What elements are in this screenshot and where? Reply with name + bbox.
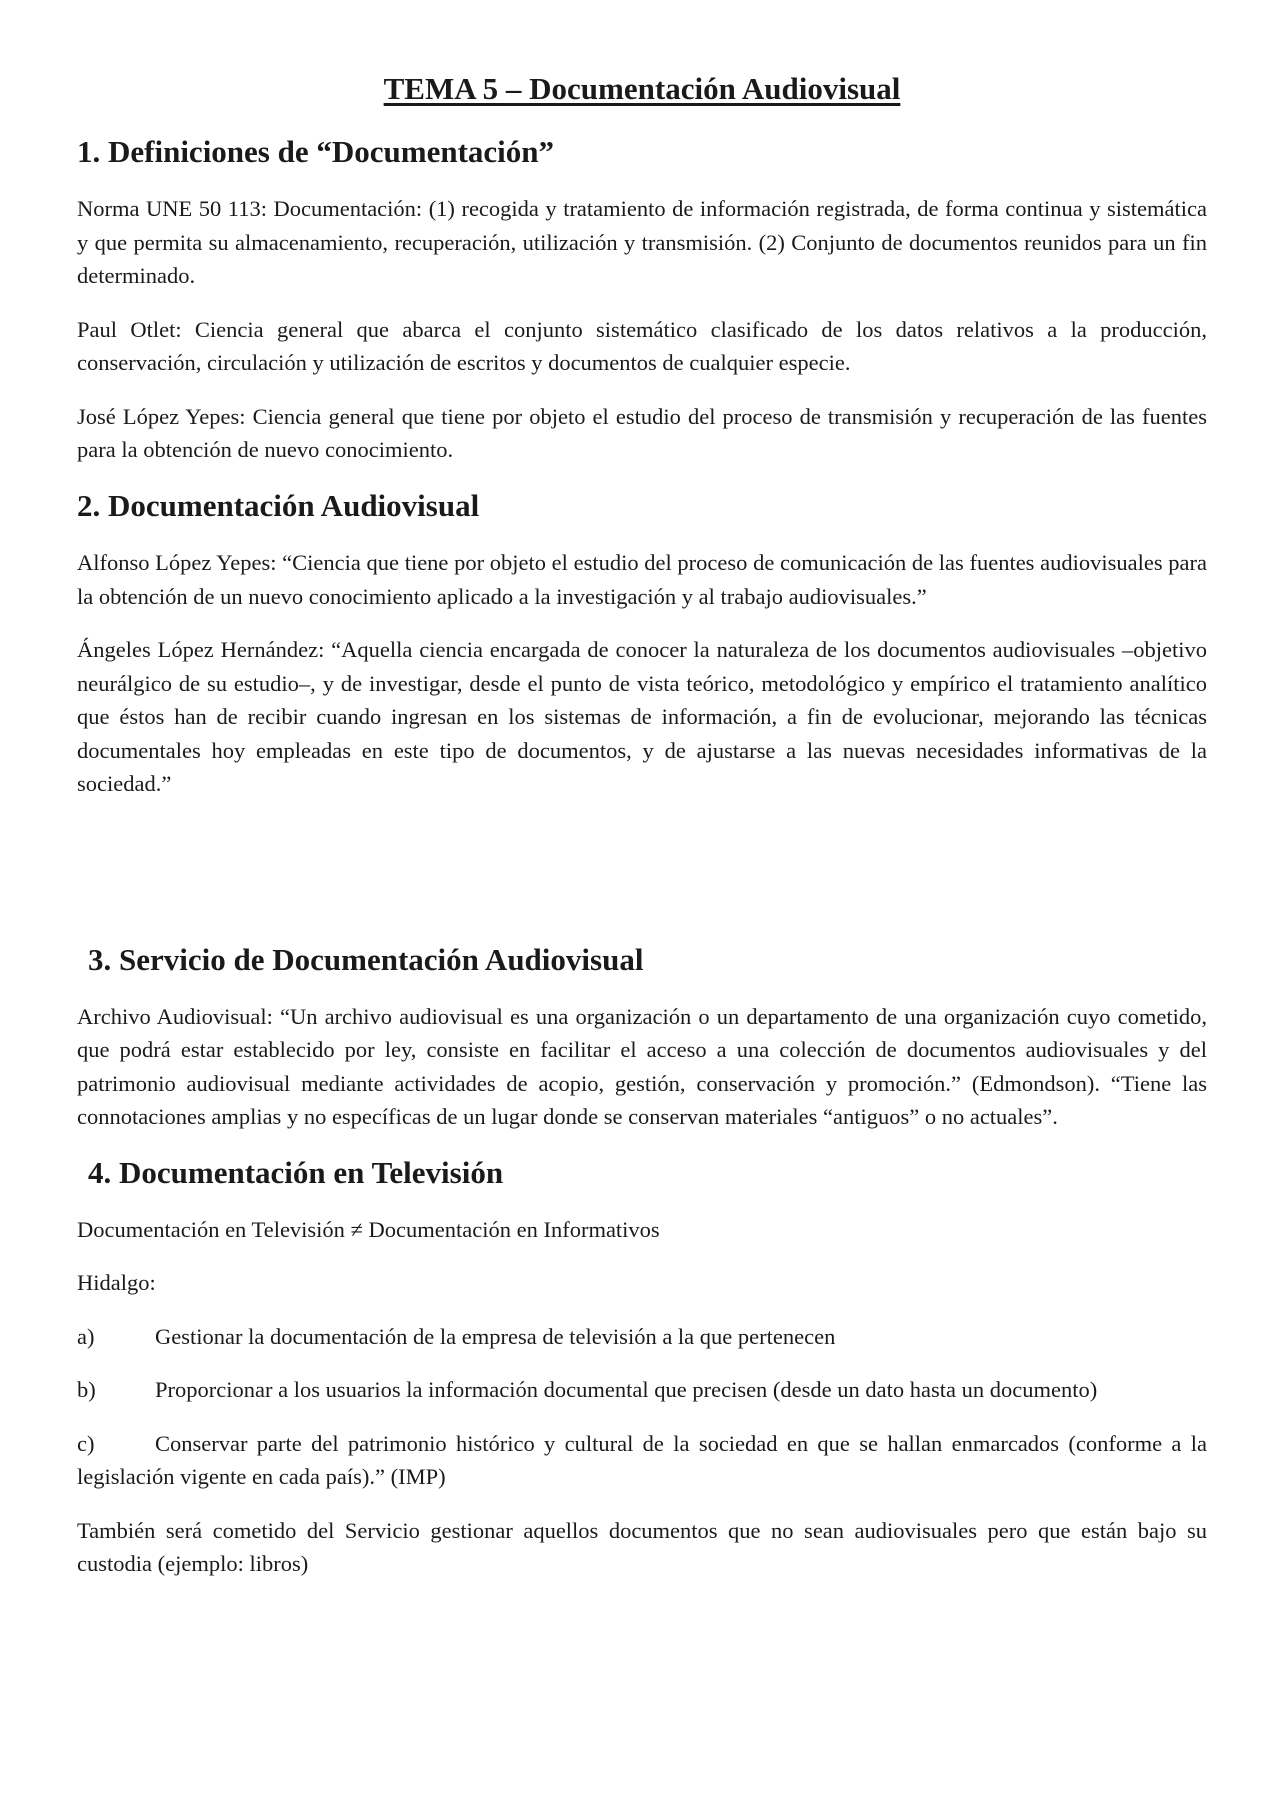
section-1-paragraph-3: José López Yepes: Ciencia general que tiene por objeto el estudio del proceso de transmisión y recuperación de las fuentes para la obtención de nuevo conocimiento. [77,403,1207,463]
section-1-paragraph-1: Norma UNE 50 113: Documentación: (1) recogida y tratamiento de información registrada, de forma continua y sistemática y que permita su almacenamiento, recuperación, utilización y transmisión. (2) Conjunto de documentos reunidos para un fin determinado. [77,196,1207,289]
section-1-heading: 1. Definiciones de “Documentación” [77,134,555,170]
list-marker-b: b) [77,1377,96,1403]
section-3-paragraph-1: Archivo Audiovisual: “Un archivo audiovisual es una organización o un departamento de una organización cuyo cometido, que podrá estar establecido por ley, consiste en facilitar el acceso a una colección de documentos audiovisuales y del patrimonio audiovisual mediante actividades de acopio, gestión, conservación y promoción.” (Edmondson). “Tiene las connotaciones amplias y no específicas de un lugar donde se conservan materiales “antiguos” o no actuales”. [77,1003,1207,1130]
section-3-heading: 3. Servicio de Documentación Audiovisual [88,941,644,977]
list-item-c [77,1427,1207,1494]
section-4-closing: También será cometido del Servicio gestionar aquellos documentos que no sean audiovisuales pero que están bajo su custodia (ejemplo: libros) [77,1517,1207,1577]
section-4-heading: 4. Documentación en Televisión [88,1154,504,1190]
list-text-a: Gestionar la documentación de la empresa de televisión a la que pertenecen [155,1323,836,1349]
section-1-paragraph-2: Paul Otlet: Ciencia general que abarca el conjunto sistemático clasificado de los datos relativos a la producción, conservación, circulación y utilización de escritos y documentos de cualquier especie. [77,316,1207,376]
section-2-paragraph-1: Alfonso López Yepes: “Ciencia que tiene por objeto el estudio del proceso de comunicación de las fuentes audiovisuales para la obtención de un nuevo conocimiento aplicado a la investigación y al trabajo audiovisuales.” [77,550,1207,609]
section-2-paragraph-2: Ángeles López Hernández: “Aquella ciencia encargada de conocer la naturaleza de los documentos audiovisuales –objetivo neurálgico de su estudio–, y de investigar, desde el punto de vista teórico, metodológico y empírico el tratamiento analítico que éstos han de recibir cuando ingresan en los sistemas de información, a fin de evolucionar, mejorando las técnicas documentales hoy empleadas en este tipo de documentos, y de ajustarse a las nuevas necesidades informativas de la sociedad.” [77,637,1207,797]
list-item-a [77,1320,1207,1354]
blank-space [77,821,1207,941]
document-page [77,70,1207,1601]
section-2-heading: 2. Documentación Audiovisual [77,487,480,523]
list-text-b: Proporcionar a los usuarios la información documental que precisen (desde un dato hasta un documento) [155,1377,1098,1403]
section-4-paragraph-2: Hidalgo: [77,1270,156,1296]
list-marker-c: c) [77,1430,95,1456]
list-text-c: Conservar parte del patrimonio histórico y cultural de la sociedad en que se hallan enmarcados (conforme a la legislación vigente en cada país).” (IMP) [77,1430,1207,1490]
list-marker-a: a) [77,1323,95,1349]
document-title: TEMA 5 – Documentación Audiovisual [383,71,901,106]
section-4-paragraph-1: Documentación en Televisión ≠ Documentación en Informativos [77,1216,660,1242]
list-item-b [77,1373,1207,1407]
